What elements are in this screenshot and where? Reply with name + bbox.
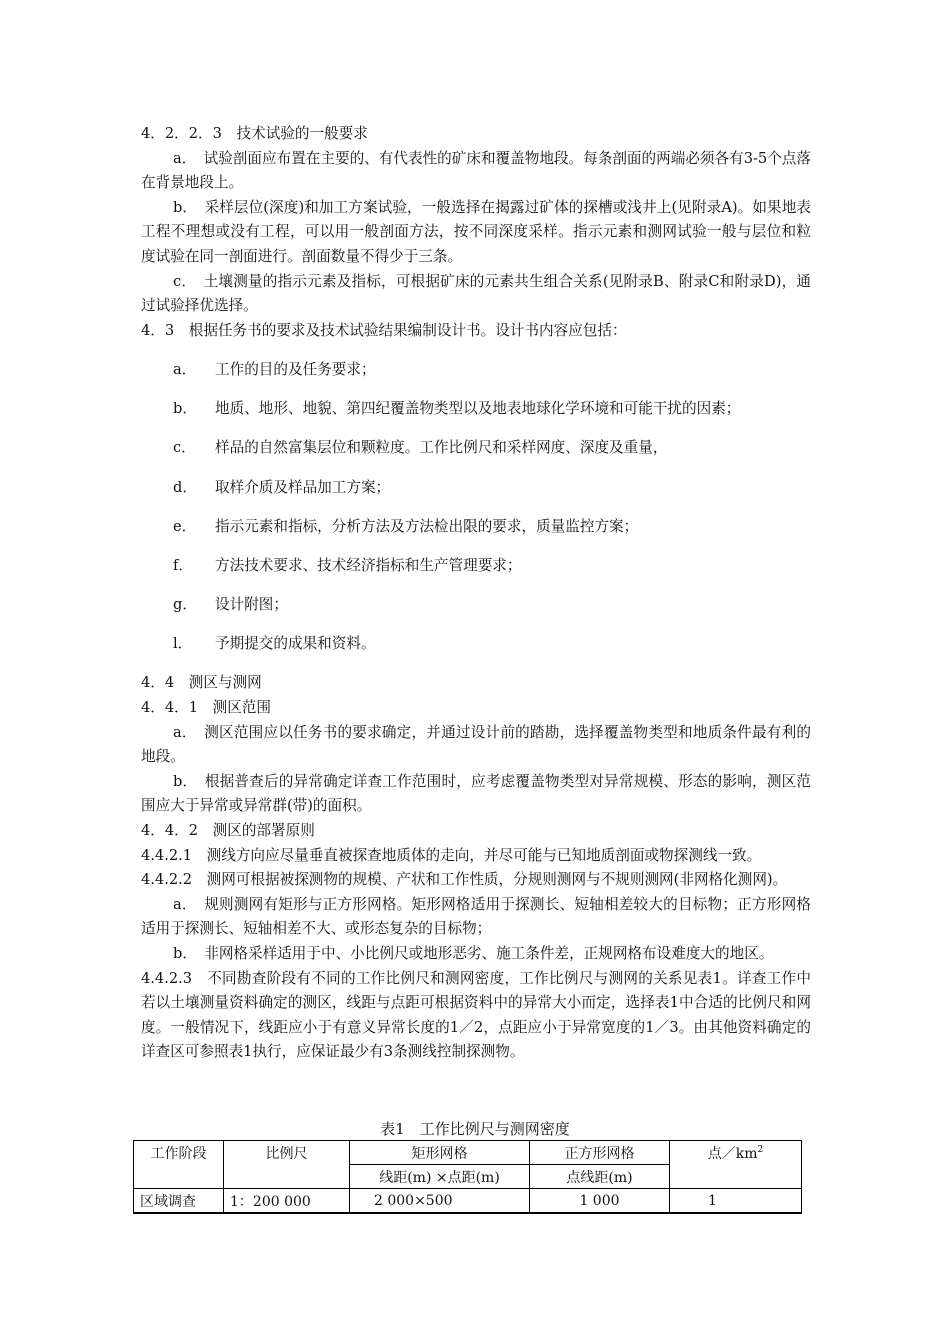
- paragraph-text: 指示元素和指标，分析方法及方法检出限的要求，质量监控方案；: [215, 517, 639, 535]
- paragraph: [141, 696, 811, 721]
- paragraph-text: 4．3 根据任务书的要求及技术试验结果编制设计书。设计书内容应包括：: [141, 321, 627, 339]
- list-item: [141, 436, 811, 461]
- paragraph-text: a． 规则测网有矩形与正方形网格。矩形网格适用于探测长、短轴相差较大的目标物；正方形网格适用于探测长、短轴相差不大、或形态复杂的目标物；: [141, 895, 811, 938]
- paragraph: [141, 819, 811, 844]
- list-item: [141, 554, 811, 579]
- list-item: [141, 397, 811, 422]
- paragraph: [141, 270, 811, 319]
- header-density-text: 点／km: [707, 1146, 758, 1162]
- paragraph-text: 4．4 测区与测网: [141, 674, 262, 692]
- cell-stage: 区域调查: [134, 1189, 224, 1214]
- paragraph: [141, 721, 811, 770]
- paragraph-text: 方法技术要求、技术经济指标和生产管理要求；: [215, 556, 522, 574]
- list-item-label: a．: [173, 360, 197, 378]
- paragraph: [141, 868, 811, 893]
- list-item-label: g．: [173, 596, 197, 614]
- table-title: 表1 工作比例尺与测网密度: [380, 1120, 570, 1138]
- list-item-label: d．: [173, 478, 197, 496]
- cell-rect: 2 000×500: [350, 1189, 530, 1214]
- list-item-label: f．: [173, 556, 193, 574]
- header-density-sup: 2: [757, 1145, 764, 1155]
- header-rect-grid: 矩形网格: [350, 1141, 530, 1165]
- list-item-label: b．: [173, 400, 197, 418]
- cell-square: 1 000: [530, 1189, 670, 1214]
- scale-density-table: [133, 1140, 802, 1214]
- list-item: [141, 515, 811, 540]
- paragraph: [141, 967, 811, 1065]
- paragraph-text: b． 根据普查后的异常确定详查工作范围时，应考虑覆盖物类型对异常规模、形态的影响，测区范围应大于异常或异常群(带)的面积。: [141, 772, 811, 815]
- paragraph-text: 地质、地形、地貌、第四纪覆盖物类型以及地表地球化学环境和可能干扰的因素；: [215, 400, 741, 418]
- paragraph: [141, 942, 811, 967]
- header-scale: 比例尺: [224, 1141, 350, 1189]
- table-row: [134, 1189, 802, 1214]
- document-body: [141, 122, 811, 1065]
- paragraph-text: a． 试验剖面应布置在主要的、有代表性的矿床和覆盖物地段。每条剖面的两端必须各有3-5个点落在背景地段上。: [141, 149, 811, 192]
- paragraph-text: a． 测区范围应以任务书的要求确定，并通过设计前的踏勘，选择覆盖物类型和地质条件最有利的地段。: [141, 723, 811, 766]
- paragraph: [141, 147, 811, 196]
- paragraph-text: c． 土壤测量的指示元素及指标，可根据矿床的元素共生组合关系(见附录B、附录C和附录D)，通过试验择优选择。: [141, 272, 811, 315]
- header-density: [670, 1141, 802, 1189]
- paragraph-text: 4.4.2.3 不同勘查阶段有不同的工作比例尺和测网密度，工作比例尺与测网的关系见表1。详查工作中若以土壤测量资料确定的测区，线距与点距可根据资料中的异常大小而定，选择表1中合适的比例尺和网度。一般情况下，线距应小于有意义异常长度的1／2，点距应小于异常宽度的1／3。由其他资料确定的详查区可参照表1执行，应保证最少有3条测线控制探测物。: [141, 969, 811, 1061]
- subheader-rect-spacing: 线距(m) ×点距(m): [350, 1165, 530, 1189]
- paragraph: [141, 122, 811, 147]
- paragraph: [141, 844, 811, 869]
- cell-density: 1: [670, 1189, 802, 1214]
- paragraph: [141, 671, 811, 696]
- paragraph-text: 取样介质及样品加工方案；: [215, 478, 391, 496]
- paragraph-text: 样品的自然富集层位和颗粒度。工作比例尺和采样网度、深度及重量，: [215, 439, 668, 457]
- paragraph-text: 4．2．2．3 技术试验的一般要求: [141, 125, 368, 142]
- paragraph-text: 4．4．2 测区的部署原则: [141, 822, 315, 839]
- cell-scale: 1：200 000: [224, 1189, 350, 1214]
- header-stage: 工作阶段: [134, 1141, 224, 1189]
- list-item-label: l．: [173, 635, 193, 653]
- list-item-label: c．: [173, 439, 196, 457]
- subheader-square-spacing: 点线距(m): [530, 1165, 670, 1189]
- paragraph: [141, 319, 811, 344]
- paragraph: [141, 893, 811, 942]
- header-square-grid: 正方形网格: [530, 1141, 670, 1165]
- table-header-row: [134, 1141, 802, 1165]
- paragraph-text: 设计附图；: [215, 596, 288, 614]
- paragraph-text: 4.4.2.2 测网可根据被探测物的规模、产状和工作性质，分规则测网与不规则测网(非网格化测网)。: [141, 871, 788, 889]
- list-item: [141, 476, 811, 501]
- paragraph-text: b． 非网格采样适用于中、小比例尺或地形恶劣、施工条件差，正规网格布设难度大的地区。: [173, 944, 774, 962]
- paragraph-text: 4.4.2.1 测线方向应尽量垂直被探查地质体的走向，并尽可能与已知地质剖面或物探测线一致。: [141, 846, 762, 864]
- list-item-label: e．: [173, 517, 197, 535]
- paragraph-text: 予期提交的成果和资料。: [215, 635, 376, 653]
- paragraph-text: 工作的目的及任务要求；: [215, 360, 376, 378]
- paragraph-text: 4．4．1 测区范围: [141, 699, 272, 717]
- list-item: [141, 593, 811, 618]
- paragraph: [141, 770, 811, 819]
- list-item: [141, 358, 811, 383]
- paragraph-text: b． 采样层位(深度)和加工方案试验，一般选择在揭露过矿体的探槽或浅井上(见附录A)。如果地表工程不理想或没有工程，可以用一般剖面方法，按不同深度采样。指示元素和测网试验一般与层位和粒度试验在同一剖面进行。剖面数量不得少于三条。: [141, 198, 811, 265]
- list-item: [141, 632, 811, 657]
- paragraph: [141, 196, 811, 270]
